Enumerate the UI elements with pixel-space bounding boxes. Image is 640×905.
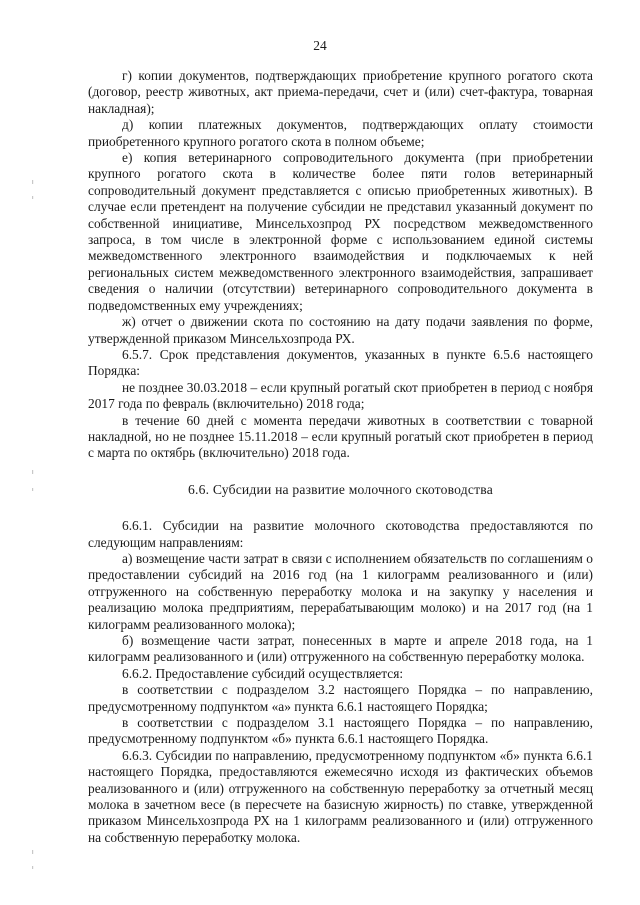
paragraph-item-zh: ж) отчет о движении скота по состоянию на дату подачи заявления по форме, утвержденной приказом Минсельхозпрода РХ. <box>88 314 593 346</box>
page-number: 24 <box>313 38 327 53</box>
section-heading-6-6: 6.6. Субсидии на развитие молочного скотоводства <box>188 481 493 497</box>
paragraph-6-6-2-second: в соответствии с подразделом 3.1 настоящего Порядка – по направлению, предусмотренному подпунктом «б» пункта 6.6.1 настоящего Порядка. <box>88 715 593 747</box>
paragraph-6-6-1-a: а) возмещение части затрат в связи с исполнением обязательств по соглашениям о предоставлении субсидий на 2016 год (на 1 килограмм реализованного и (или) отгруженного на собственную переработку молока и на закупку у населения и реализацию молока предприятиям, перерабатывающим молоко) и на 2017 год (на 1 килограмм реализованного молока); <box>88 550 593 632</box>
paragraph-6-6-1: 6.6.1. Субсидии на развитие молочного скотоводства предоставляются по следующим направлениям: <box>88 518 593 550</box>
paragraph-deadline-1: не позднее 30.03.2018 – если крупный рогатый скот приобретен в период с ноября 2017 года по февраль (включительно) 2018 года; <box>88 379 593 412</box>
paragraph-item-e: е) копия ветеринарного сопроводительного документа (при приобретении крупного рогатого скота в количестве более пяти голов ветеринарный сопроводительный документ представляется с описью приобретенных животных). В случае если претендент на получение субсидии не представил указанный документ по собственной инициативе, Минсельхозпрод РХ посредством межведомственного запроса, в том числе в электронной форме с использованием единой системы межведомственного электронного взаимодействия и подключаемых к ней региональных систем межведомственного электронного взаимодействия, запрашивает сведения о наличии (отсутствии) ветеринарного сопроводительного документа в подведомственных ему учреждениях; <box>88 150 593 313</box>
margin-punch-marks <box>30 0 36 905</box>
paragraph-item-d: д) копии платежных документов, подтверждающих оплату стоимости приобретенного крупного рогатого скота в полном объеме; <box>88 117 593 149</box>
paragraph-6-5-7: 6.5.7. Срок представления документов, указанных в пункте 6.5.6 настоящего Порядка: <box>88 346 593 379</box>
paragraph-6-6-2: 6.6.2. Предоставление субсидий осуществляется: <box>122 665 404 681</box>
paragraph-6-6-3: 6.6.3. Субсидии по направлению, предусмотренному подпунктом «б» пункта 6.6.1 настоящего Порядка, предоставляются ежемесячно исходя из фактических объемов реализованного и (или) отгруженного на собственную переработку за отчетный месяц молока в зачетном весе (в пересчете на базисную жирность) по ставке, утвержденной приказом Минсельхозпрода РХ на 1 килограмм реализованного и (или) отгруженного на собственную переработку молока. <box>88 747 593 845</box>
paragraph-deadline-2: в течение 60 дней с момента передачи животных в соответствии с товарной накладной, но не позднее 15.11.2018 – если крупный рогатый скот приобретен в период с марта по октябрь (включительно) 2018 года. <box>88 412 593 461</box>
paragraph-item-g: г) копии документов, подтверждающих приобретение крупного рогатого скота (договор, реестр животных, акт приема-передачи, счет и (или) счет-фактура, товарная накладная); <box>88 68 593 116</box>
paragraph-6-6-2-first: в соответствии с подразделом 3.2 настоящего Порядка – по направлению, предусмотренному подпунктом «а» пункта 6.6.1 настоящего Порядка; <box>88 682 593 714</box>
document-body <box>88 68 593 846</box>
paragraph-6-6-1-b: б) возмещение части затрат, понесенных в марте и апреле 2018 года, на 1 килограмм реализованного и (или) отгруженного на собственную переработку молока. <box>88 633 593 665</box>
